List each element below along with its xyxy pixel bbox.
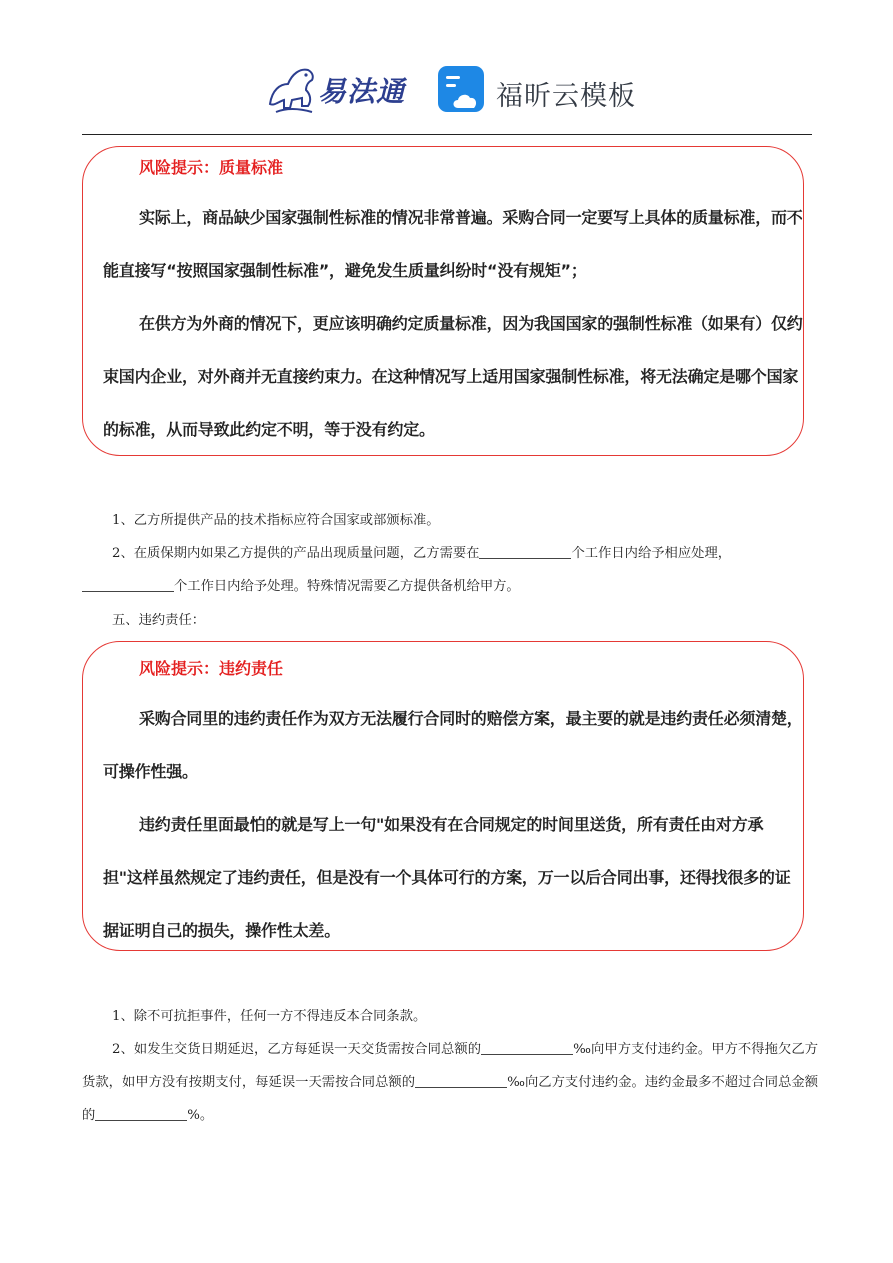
blank-field[interactable] — [479, 544, 571, 559]
risk-box-liability — [82, 641, 804, 951]
clause-item: 1、除不可抗拒事件，任何一方不得违反本合同条款。 — [112, 1009, 427, 1024]
cloud-doc-icon — [436, 64, 488, 116]
clause-text: 2、在质保期内如果乙方提供的产品出现质量问题，乙方需要在 — [112, 546, 480, 561]
fuxin-brand-text: 福昕云模板 — [496, 81, 636, 112]
blank-field[interactable] — [95, 1106, 187, 1121]
clause-item — [82, 570, 818, 603]
yifatong-brand-text: 易法通 — [318, 75, 406, 108]
yifatong-logo — [262, 60, 422, 116]
quality-clauses — [82, 504, 818, 603]
clause-item — [82, 1033, 818, 1132]
clause-text: ‰向甲方支付违约金。甲方不得拖欠乙方货款，如甲方没有按期支付，每延误一天需按合同总额的 — [82, 1042, 818, 1090]
clause-item: 1、乙方所提供产品的技术指标应符合国家或部颁标准。 — [112, 513, 440, 528]
risk-box-quality — [82, 146, 804, 456]
liability-clauses — [82, 1000, 818, 1132]
risk-paragraph: 违约责任里面最怕的就是写上一句"如果没有在合同规定的时间里送货，所有责任由对方承担"这样虽然规定了违约责任，但是没有一个具体可行的方案，万一以后合同出事，还得找很多的证据证明自己的损失，操作性太差。 — [103, 815, 791, 940]
risk-title: 风险提示：违约责任 — [139, 659, 284, 678]
header-divider — [82, 134, 812, 135]
blank-field[interactable] — [481, 1040, 573, 1055]
clause-text: 2、如发生交货日期延迟，乙方每延误一天交货需按合同总额的 — [112, 1042, 482, 1057]
qilin-icon — [262, 60, 320, 116]
clause-text: %。 — [187, 1108, 214, 1123]
clause-text: 个工作日内给予相应处理， — [571, 546, 732, 561]
fuxin-logo — [436, 64, 646, 116]
risk-paragraph: 实际上，商品缺少国家强制性标准的情况非常普遍。采购合同一定要写上具体的质量标准，而不能直接写“按照国家强制性标准”，避免发生质量纠纷时“没有规矩”； — [103, 208, 803, 280]
risk-title: 风险提示：质量标准 — [139, 158, 284, 177]
page-header — [0, 58, 893, 122]
blank-field[interactable] — [82, 577, 174, 592]
clause-text: 个工作日内给予处理。特殊情况需要乙方提供备机给甲方。 — [174, 579, 520, 594]
section-heading: 五、违约责任： — [112, 613, 206, 628]
blank-field[interactable] — [415, 1073, 507, 1088]
clause-item — [82, 537, 818, 570]
risk-paragraph: 采购合同里的违约责任作为双方无法履行合同时的赔偿方案，最主要的就是违约责任必须清楚，可操作性强。 — [103, 709, 803, 781]
risk-paragraph: 在供方为外商的情况下，更应该明确约定质量标准，因为我国国家的强制性标准（如果有）仅约束国内企业，对外商并无直接约束力。在这种情况写上适用国家强制性标准，将无法确定是哪个国家的标准，从而导致此约定不明，等于没有约定。 — [103, 314, 803, 439]
clause-text: ‰向乙方支付违约金。违约金最多不超过合同总金额的 — [82, 1075, 819, 1123]
